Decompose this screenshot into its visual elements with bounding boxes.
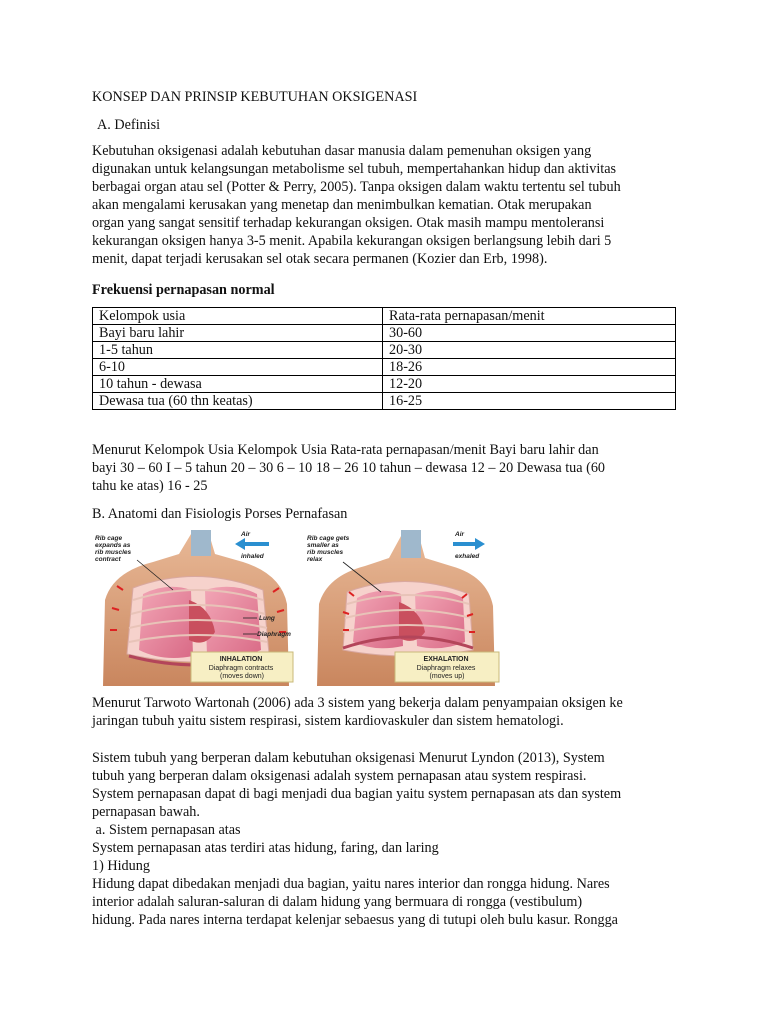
paragraph-line: bayi 30 – 60 I – 5 tahun 20 – 30 6 – 10 18 – 26 10 tahun – dewasa 12 – 20 Dewasa tua (60 (92, 460, 606, 476)
trachea-icon (401, 530, 421, 558)
table-cell: 12-20 (383, 376, 676, 393)
air-label: inhaled (241, 553, 264, 560)
paragraph-line: akan mengalami kerusakan yang menetap dan menimbulkan kematian. Otak merupakan (92, 197, 592, 213)
table-row (93, 325, 676, 342)
table-row (93, 359, 676, 376)
inhalation-caption: Diaphragm contracts (208, 665, 274, 672)
exhalation-caption: Diaphragm relaxes (416, 665, 476, 672)
paragraph-line: kekurangan oksigen hanya 3-5 menit. Apabila kekurangan oksigen berlangsung lebih dari 5 (92, 233, 612, 249)
paragraph-line: jaringan tubuh yaitu sistem respirasi, sistem kardiovaskuler dan sistem hematologi. (92, 713, 564, 729)
table-row (93, 376, 676, 393)
tarwoto-paragraph (92, 694, 692, 730)
table-cell: Dewasa tua (60 thn keatas) (93, 393, 383, 410)
definition-paragraph (92, 142, 692, 268)
paragraph-line: digunakan untuk kelangsungan metabolisme sel tubuh, mempertahankan hidup dan aktivitas (92, 161, 617, 177)
table-cell: 1-5 tahun (93, 342, 383, 359)
inhalation-title: INHALATION (219, 656, 263, 663)
air-label: Air (455, 531, 465, 538)
respiration-rate-table (92, 307, 676, 410)
table-header-row (93, 308, 676, 325)
paragraph-line: berbagai organ atau sel (Potter & Perry, 2005). Tanpa oksigen dalam waktu tertentu sel tubuh (92, 179, 621, 195)
paragraph-line: Kebutuhan oksigenasi adalah kebutuhan dasar manusia dalam pemenuhan oksigen yang (92, 143, 592, 159)
lung-label: Lung (259, 615, 275, 622)
section-heading-anatomi: B. Anatomi dan Fisiologis Porses Pernafasan (92, 506, 348, 522)
table-cell: 20-30 (383, 342, 676, 359)
table-header-cell: Rata-rata pernapasan/menit (383, 308, 676, 325)
paragraph-line: Sistem tubuh yang berperan dalam kebutuhan oksigenasi Menurut Lyndon (2013), System (92, 750, 605, 766)
exhalation-caption: (moves up) (429, 673, 465, 680)
inhalation-panel (93, 530, 293, 686)
air-label: exhaled (455, 553, 480, 560)
breathing-illustration (93, 530, 503, 686)
paragraph-line: pernapasan bawah. (92, 804, 200, 820)
table-header-cell: Kelompok usia (93, 308, 383, 325)
table-cell: 30-60 (383, 325, 676, 342)
rib-label: Rib cage (95, 535, 123, 542)
table-title: Frekuensi pernapasan normal (92, 282, 275, 298)
paragraph-line: organ yang sangat sensitif terhadap kekurangan oksigen. Otak masih mampu mentoleransi (92, 215, 605, 231)
table-cell: 18-26 (383, 359, 676, 376)
exhalation-panel (303, 530, 503, 686)
paragraph-line: System pernapasan dapat di bagi menjadi dua bagian yaitu system pernapasan ats dan system (92, 786, 622, 802)
paragraph-line: Hidung dapat dibedakan menjadi dua bagian, yaitu nares interior dan rongga hidung. Nares (92, 876, 610, 892)
rib-label: Rib cage gets (307, 535, 350, 542)
subsection-heading: a. Sistem pernapasan atas (92, 822, 241, 838)
table-cell: 10 tahun - dewasa (93, 376, 383, 393)
table-cell: Bayi baru lahir (93, 325, 383, 342)
rib-label: relax (307, 556, 323, 563)
paragraph-line: 1) Hidung (92, 858, 150, 874)
paragraph-line: System pernapasan atas terdiri atas hidung, faring, dan laring (92, 840, 439, 856)
table-row (93, 342, 676, 359)
table-row (93, 393, 676, 410)
rib-label: expands as (95, 542, 131, 549)
exhalation-title: EXHALATION (423, 656, 469, 663)
paragraph-line: Menurut Kelompok Usia Kelompok Usia Rata-rata pernapasan/menit Bayi baru lahir dan (92, 442, 599, 458)
paragraph-line: menit, dapat terjadi kerusakan sel otak secara permanen (Kozier dan Erb, 1998). (92, 251, 548, 267)
paragraph-line: interior adalah saluran-saluran di dalam hidung yang bermuara di rongga (vestibulum) (92, 894, 583, 910)
rib-label: smaller as (307, 542, 339, 549)
rib-label: contract (95, 556, 121, 563)
document-title: KONSEP DAN PRINSIP KEBUTUHAN OKSIGENASI (92, 89, 418, 105)
system-paragraph (92, 749, 692, 929)
rib-label: rib muscles (95, 549, 132, 556)
paragraph-line: tubuh yang berperan dalam oksigenasi adalah system pernapasan atau system respirasi. (92, 768, 587, 784)
air-label: Air (241, 531, 251, 538)
table-cell: 16-25 (383, 393, 676, 410)
diaphragm-label: Diaphragm (257, 631, 291, 638)
paragraph-line: tahu ke atas) 16 - 25 (92, 478, 208, 494)
inhalation-caption: (moves down) (220, 673, 264, 680)
paragraph-line: Menurut Tarwoto Wartonah (2006) ada 3 sistem yang bekerja dalam penyampaian oksigen ke (92, 695, 623, 711)
section-heading-definisi: A. Definisi (97, 117, 161, 133)
trachea-icon (191, 530, 211, 556)
summary-paragraph (92, 441, 692, 495)
rib-label: rib muscles (307, 549, 344, 556)
paragraph-line: hidung. Pada nares interna terdapat kelenjar sebaesus yang di tutupi oleh bulu kasur. Rongga (92, 912, 618, 928)
table-cell: 6-10 (93, 359, 383, 376)
